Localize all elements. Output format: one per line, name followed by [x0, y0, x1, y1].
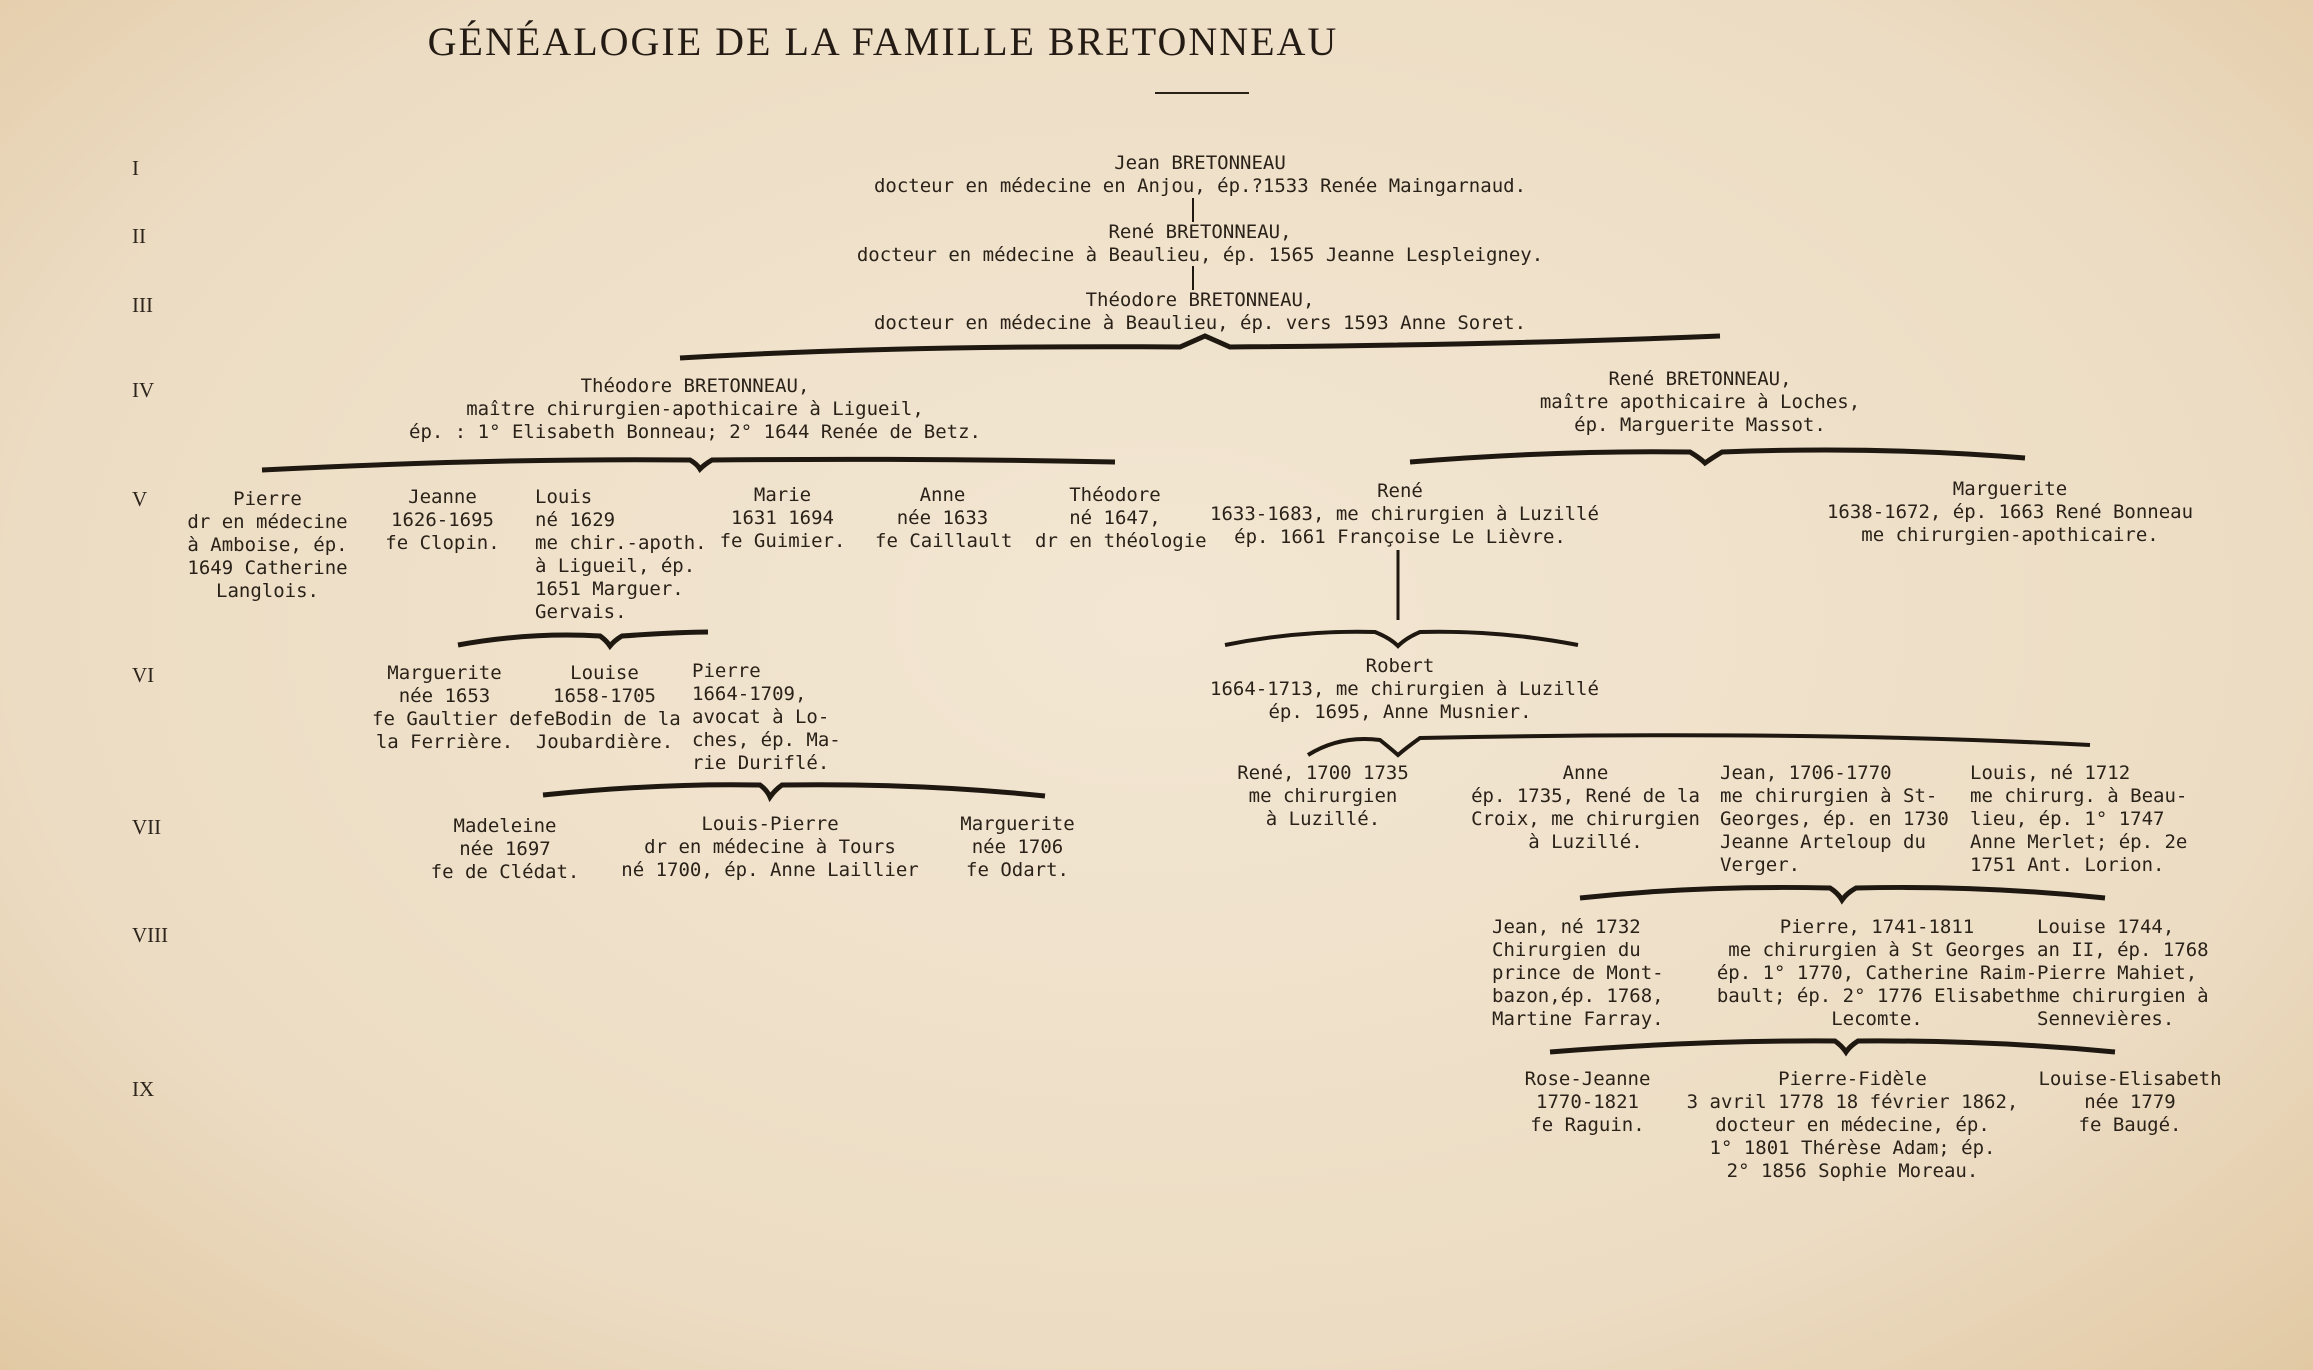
person-marguerite-vii: Marguerite née 1706 fe Odart. [960, 813, 1075, 881]
person-robert-vi: Robert 1664-1713, me chirurgien à Luzillé ép. 1695, Anne Musnier. [1210, 655, 1599, 723]
person-pierre-fidele-ix: Pierre-Fidèle 3 avril 1778 18 février 1862, docteur en médecine, ép. 1° 1801 Thérèse Adam; ép. 2° 1856 Sophie Moreau. [1686, 1068, 2019, 1182]
generation-label-1: I [132, 156, 139, 180]
brace-jean-vii-children [1580, 887, 2105, 900]
generation-label-7: VII [132, 815, 162, 839]
person-theodore-bretonneau-iii: Théodore BRETONNEAU, docteur en médecine à Beaulieu, ép. vers 1593 Anne Soret. [873, 289, 1527, 334]
person-louis-v: Louis né 1629 me chir.-apoth. à Ligueil, ép. 1651 Marguer. Gervais. [535, 486, 707, 623]
person-rene-v: René 1633-1683, me chirurgien à Luzillé ép. 1661 Françoise Le Lièvre. [1210, 480, 1599, 548]
person-jean-vii: Jean, 1706-1770 me chirurgien à St- Georges, ép. en 1730 Jeanne Arteloup du Verger. [1720, 762, 1949, 876]
person-rene-bretonneau-ii: René BRETONNEAU, docteur en médecine à Beaulieu, ép. 1565 Jeanne Lespleigney. [856, 221, 1544, 266]
person-rene-bretonneau-iv: René BRETONNEAU, maître apothicaire à Loches, ép. Marguerite Massot. [1539, 368, 1861, 436]
person-louis-vii: Louis, né 1712 me chirurg. à Beau- lieu, ép. 1° 1747 Anne Merlet; ép. 2e 1751 Ant. Lorion. [1970, 762, 2188, 876]
page-title: GÉNÉALOGIE DE LA FAMILLE BRETONNEAU [427, 19, 1339, 64]
person-louise-vi: Louise 1658-1705 feBodin de la Joubardière. [532, 662, 681, 753]
person-louise-viii: Louise 1744, an II, ép. 1768 Pierre Mahiet, me chirurgien à Sennevières. [2037, 916, 2209, 1030]
person-jean-bretonneau: Jean BRETONNEAU docteur en médecine en Anjou, ép.?1533 Renée Maingarnaud. [873, 152, 1527, 197]
person-pierre-v: Pierre dr en médecine à Amboise, ép. 1649 Catherine Langlois. [187, 488, 348, 602]
brace-theodore-children [262, 459, 1115, 470]
generation-label-8: VIII [132, 923, 169, 947]
person-anne-v: Anne née 1633 fe Caillault [875, 484, 1013, 552]
brace-rene-v-children [1225, 632, 1578, 646]
person-madeleine-vii: Madeleine née 1697 fe de Clédat. [430, 815, 580, 883]
generation-label-6: VI [132, 663, 155, 687]
generation-label-2: II [132, 224, 146, 248]
generation-label-3: III [132, 293, 153, 317]
person-jeanne-v: Jeanne 1626-1695 fe Clopin. [385, 486, 500, 554]
person-jean-viii: Jean, né 1732 Chirurgien du prince de Mont- bazon,ép. 1768, Martine Farray. [1492, 916, 1664, 1030]
brace-louis-children [458, 632, 708, 646]
person-louis-pierre-vii: Louis-Pierre dr en médecine à Tours né 1700, ép. Anne Laillier [621, 813, 919, 881]
person-rose-jeanne-ix: Rose-Jeanne 1770-1821 fe Raguin. [1524, 1068, 1651, 1136]
person-pierre-vi: Pierre 1664-1709, avocat à Lo- ches, ép. Ma- rie Duriflé. [692, 660, 841, 774]
brace-pierre-children [543, 785, 1045, 797]
person-anne-vii: Anne ép. 1735, René de la Croix, me chirurgien à Luzillé. [1471, 762, 1700, 853]
brace-robert-children [1308, 735, 2090, 755]
generation-label-9: IX [132, 1077, 155, 1101]
brace-gen-iv [680, 336, 1720, 358]
person-marguerite-vi: Marguerite née 1653 fe Gaultier de la Ferrière. [372, 662, 533, 753]
brace-pierre-viii-children [1550, 1041, 2115, 1052]
generation-label-5: V [132, 487, 148, 511]
person-pierre-viii: Pierre, 1741-1811 me chirurgien à St Georges ép. 1° 1770, Catherine Raim- bault; ép. 2° 1776 Elisabeth Lecomte. [1716, 916, 2038, 1030]
generation-label-4: IV [132, 378, 155, 402]
person-louise-elisabeth-ix: Louise-Elisabeth née 1779 fe Baugé. [2038, 1068, 2222, 1136]
person-marguerite-v: Marguerite 1638-1672, ép. 1663 René Bonneau me chirurgien-apothicaire. [1826, 478, 2194, 546]
person-theodore-bretonneau-iv: Théodore BRETONNEAU, maître chirurgien-apothicaire à Ligueil, ép. : 1° Elisabeth Bonneau; 2° 1644 Renée de Betz. [409, 375, 981, 443]
brace-rene-children [1410, 450, 2025, 463]
person-theodore-v: Théodore né 1647, dr en théologie [1035, 484, 1207, 552]
person-rene-vii: René, 1700 1735 me chirurgien à Luzillé. [1237, 762, 1409, 830]
person-marie-v: Marie 1631 1694 fe Guimier. [719, 484, 846, 552]
